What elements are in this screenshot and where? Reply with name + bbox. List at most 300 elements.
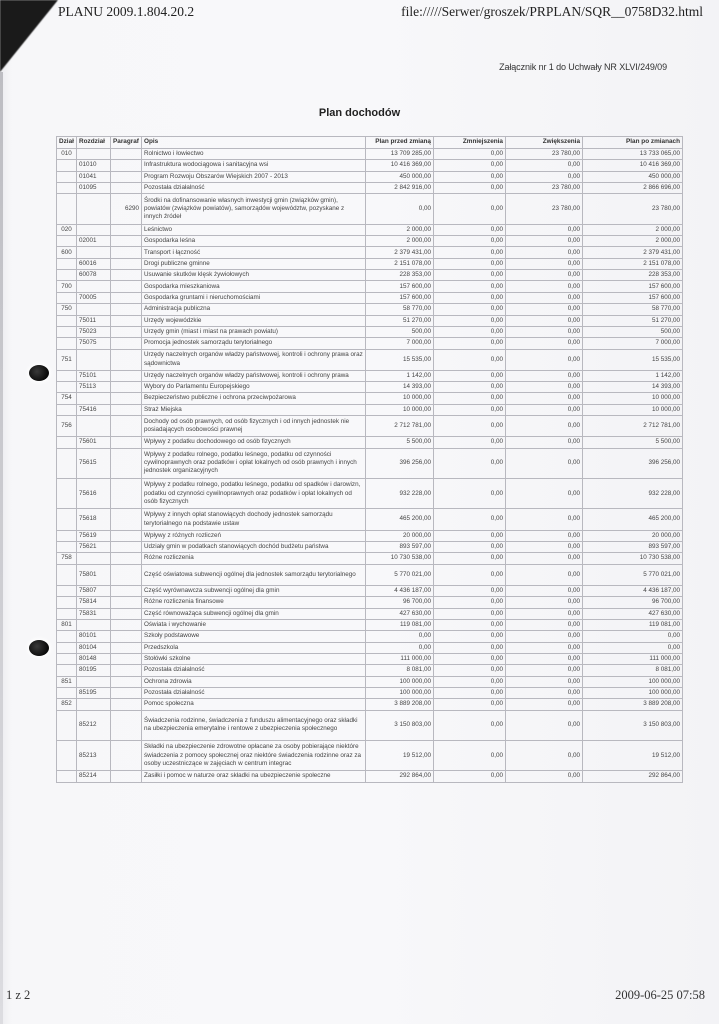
dzial-cell <box>57 541 77 552</box>
zmniejszenia-cell: 0,00 <box>434 608 506 619</box>
plan-przed-cell: 100 000,00 <box>366 676 434 687</box>
revenue-plan-table <box>56 136 683 783</box>
zmniejszenia-cell: 0,00 <box>434 710 506 740</box>
paragraf-cell <box>111 541 142 552</box>
plan-przed-cell: 157 600,00 <box>366 281 434 292</box>
plan-przed-cell: 5 500,00 <box>366 437 434 448</box>
zwiekszenia-cell: 0,00 <box>506 236 583 247</box>
paragraf-cell <box>111 183 142 194</box>
paragraf-cell <box>111 509 142 530</box>
folded-corner-shadow <box>0 0 58 72</box>
column-header-zmniejszenia: Zmniejszenia <box>434 137 506 149</box>
dzial-cell <box>57 437 77 448</box>
plan-po-cell: 292 864,00 <box>583 771 683 782</box>
dzial-cell: 756 <box>57 416 77 437</box>
rozdzial-cell: 80195 <box>77 665 111 676</box>
table-row <box>57 699 683 710</box>
paragraf-cell <box>111 741 142 771</box>
dzial-cell <box>57 665 77 676</box>
rozdzial-cell: 75831 <box>77 608 111 619</box>
dzial-cell: 754 <box>57 393 77 404</box>
table-row <box>57 479 683 509</box>
plan-po-cell: 1 142,00 <box>583 370 683 381</box>
zmniejszenia-cell: 0,00 <box>434 699 506 710</box>
plan-po-cell: 96 700,00 <box>583 597 683 608</box>
document-title: Plan dochodów <box>318 107 401 119</box>
zwiekszenia-cell: 0,00 <box>506 479 583 509</box>
table-row <box>57 326 683 337</box>
table-header-row <box>57 137 683 149</box>
zmniejszenia-cell: 0,00 <box>434 653 506 664</box>
rozdzial-cell: 75807 <box>77 585 111 596</box>
paragraf-cell <box>111 149 142 160</box>
opis-cell: Usuwanie skutków klęsk żywiołowych <box>142 270 366 281</box>
opis-cell: Bezpieczeństwo publiczne i ochrona przeciwpożarowa <box>142 393 366 404</box>
plan-przed-cell: 396 256,00 <box>366 448 434 478</box>
plan-przed-cell: 15 535,00 <box>366 349 434 370</box>
zwiekszenia-cell: 0,00 <box>506 771 583 782</box>
table-row <box>57 416 683 437</box>
dzial-cell <box>57 270 77 281</box>
opis-cell: Wpływy z innych opłat stanowiących dochody jednostek samorządu terytorialnego na podstawie ustaw <box>142 509 366 530</box>
table-row <box>57 404 683 415</box>
dzial-cell: 801 <box>57 619 77 630</box>
dzial-cell <box>57 258 77 269</box>
zmniejszenia-cell: 0,00 <box>434 393 506 404</box>
plan-przed-cell: 5 770 021,00 <box>366 564 434 585</box>
paragraf-cell <box>111 370 142 381</box>
rozdzial-cell: 75101 <box>77 370 111 381</box>
opis-cell: Część oświatowa subwencji ogólnej dla jednostek samorządu terytorialnego <box>142 564 366 585</box>
zwiekszenia-cell: 0,00 <box>506 315 583 326</box>
zwiekszenia-cell: 0,00 <box>506 585 583 596</box>
plan-przed-cell: 1 142,00 <box>366 370 434 381</box>
plan-przed-cell: 2 379 431,00 <box>366 247 434 258</box>
zmniejszenia-cell: 0,00 <box>434 509 506 530</box>
zwiekszenia-cell: 0,00 <box>506 541 583 552</box>
zmniejszenia-cell: 0,00 <box>434 281 506 292</box>
plan-przed-cell: 58 770,00 <box>366 304 434 315</box>
table-row <box>57 585 683 596</box>
plan-przed-cell: 13 709 285,00 <box>366 149 434 160</box>
print-datetime: 2009-06-25 07:58 <box>615 988 705 1002</box>
dzial-cell: 758 <box>57 553 77 564</box>
dzial-cell <box>57 564 77 585</box>
column-header-plan-po: Plan po zmianach <box>583 137 683 149</box>
plan-po-cell: 157 600,00 <box>583 292 683 303</box>
dzial-cell: 020 <box>57 224 77 235</box>
zmniejszenia-cell: 0,00 <box>434 338 506 349</box>
paragraf-cell <box>111 292 142 303</box>
page-number: 1 z 2 <box>6 988 31 1002</box>
plan-po-cell: 10 730 538,00 <box>583 553 683 564</box>
dzial-cell <box>57 479 77 509</box>
dzial-cell <box>57 653 77 664</box>
zmniejszenia-cell: 0,00 <box>434 349 506 370</box>
zwiekszenia-cell: 0,00 <box>506 437 583 448</box>
table-row <box>57 382 683 393</box>
rozdzial-cell: 75601 <box>77 437 111 448</box>
rozdzial-cell: 75801 <box>77 564 111 585</box>
plan-przed-cell: 0,00 <box>366 642 434 653</box>
zmniejszenia-cell: 0,00 <box>434 404 506 415</box>
opis-cell: Pomoc społeczna <box>142 699 366 710</box>
zmniejszenia-cell: 0,00 <box>434 564 506 585</box>
table-row <box>57 509 683 530</box>
table-row <box>57 304 683 315</box>
zmniejszenia-cell: 0,00 <box>434 382 506 393</box>
plan-przed-cell: 3 889 208,00 <box>366 699 434 710</box>
table-row <box>57 710 683 740</box>
paragraf-cell <box>111 338 142 349</box>
table-row <box>57 687 683 698</box>
rozdzial-cell: 75615 <box>77 448 111 478</box>
table-row <box>57 247 683 258</box>
zmniejszenia-cell: 0,00 <box>434 687 506 698</box>
opis-cell: Administracja publiczna <box>142 304 366 315</box>
dzial-cell <box>57 382 77 393</box>
table-row <box>57 437 683 448</box>
plan-po-cell: 119 081,00 <box>583 619 683 630</box>
zwiekszenia-cell: 23 780,00 <box>506 149 583 160</box>
plan-przed-cell: 7 000,00 <box>366 338 434 349</box>
opis-cell: Straż Miejska <box>142 404 366 415</box>
zwiekszenia-cell: 0,00 <box>506 370 583 381</box>
dzial-cell <box>57 370 77 381</box>
zmniejszenia-cell: 0,00 <box>434 676 506 687</box>
table-row <box>57 338 683 349</box>
paragraf-cell <box>111 699 142 710</box>
dzial-cell <box>57 608 77 619</box>
opis-cell: Wybory do Parlamentu Europejskiego <box>142 382 366 393</box>
plan-po-cell: 2 866 696,00 <box>583 183 683 194</box>
rozdzial-cell: 75814 <box>77 597 111 608</box>
zwiekszenia-cell: 0,00 <box>506 258 583 269</box>
plan-po-cell: 2 000,00 <box>583 224 683 235</box>
zmniejszenia-cell: 0,00 <box>434 479 506 509</box>
paragraf-cell <box>111 258 142 269</box>
paragraf-cell <box>111 564 142 585</box>
plan-po-cell: 10 000,00 <box>583 393 683 404</box>
plan-po-cell: 2 000,00 <box>583 236 683 247</box>
plan-przed-cell: 119 081,00 <box>366 619 434 630</box>
plan-po-cell: 427 630,00 <box>583 608 683 619</box>
table-row <box>57 642 683 653</box>
opis-cell: Gospodarka leśna <box>142 236 366 247</box>
print-header-title: PLANU 2009.1.804.20.2 <box>58 4 195 19</box>
plan-przed-cell: 2 712 781,00 <box>366 416 434 437</box>
paragraf-cell <box>111 771 142 782</box>
table-row <box>57 771 683 782</box>
paragraf-cell <box>111 479 142 509</box>
zmniejszenia-cell: 0,00 <box>434 541 506 552</box>
opis-cell: Różne rozliczenia <box>142 553 366 564</box>
paragraf-cell <box>111 653 142 664</box>
dzial-cell <box>57 171 77 182</box>
rozdzial-cell <box>77 393 111 404</box>
opis-cell: Ochrona zdrowia <box>142 676 366 687</box>
rozdzial-cell <box>77 553 111 564</box>
rozdzial-cell: 01010 <box>77 160 111 171</box>
paragraf-cell <box>111 404 142 415</box>
zmniejszenia-cell: 0,00 <box>434 553 506 564</box>
paragraf-cell <box>111 349 142 370</box>
plan-przed-cell: 932 228,00 <box>366 479 434 509</box>
plan-po-cell: 157 600,00 <box>583 281 683 292</box>
zmniejszenia-cell: 0,00 <box>434 326 506 337</box>
rozdzial-cell <box>77 699 111 710</box>
table-row <box>57 160 683 171</box>
plan-po-cell: 3 150 803,00 <box>583 710 683 740</box>
table-row <box>57 564 683 585</box>
opis-cell: Część równoważąca subwencji ogólnej dla gmin <box>142 608 366 619</box>
rozdzial-cell <box>77 194 111 224</box>
opis-cell: Stołówki szkolne <box>142 653 366 664</box>
opis-cell: Pozostała działalność <box>142 183 366 194</box>
zwiekszenia-cell: 0,00 <box>506 653 583 664</box>
rozdzial-cell: 75619 <box>77 530 111 541</box>
plan-po-cell: 100 000,00 <box>583 687 683 698</box>
plan-przed-cell: 893 597,00 <box>366 541 434 552</box>
dzial-cell <box>57 741 77 771</box>
dzial-cell <box>57 530 77 541</box>
zmniejszenia-cell: 0,00 <box>434 292 506 303</box>
zwiekszenia-cell: 0,00 <box>506 247 583 258</box>
zmniejszenia-cell: 0,00 <box>434 585 506 596</box>
rozdzial-cell: 80104 <box>77 642 111 653</box>
rozdzial-cell: 75023 <box>77 326 111 337</box>
dzial-cell <box>57 771 77 782</box>
table-row <box>57 676 683 687</box>
paragraf-cell <box>111 687 142 698</box>
plan-przed-cell: 2 842 916,00 <box>366 183 434 194</box>
rozdzial-cell <box>77 224 111 235</box>
table-row <box>57 619 683 630</box>
rozdzial-cell <box>77 349 111 370</box>
table-row <box>57 741 683 771</box>
plan-przed-cell: 2 000,00 <box>366 236 434 247</box>
zwiekszenia-cell: 0,00 <box>506 326 583 337</box>
opis-cell: Program Rozwoju Obszarów Wiejskich 2007 - 2013 <box>142 171 366 182</box>
dzial-cell <box>57 194 77 224</box>
zwiekszenia-cell: 0,00 <box>506 710 583 740</box>
zwiekszenia-cell: 0,00 <box>506 160 583 171</box>
zmniejszenia-cell: 0,00 <box>434 437 506 448</box>
zwiekszenia-cell: 0,00 <box>506 642 583 653</box>
plan-przed-cell: 10 000,00 <box>366 404 434 415</box>
zwiekszenia-cell: 0,00 <box>506 448 583 478</box>
table-row <box>57 270 683 281</box>
opis-cell: Rolnictwo i łowiectwo <box>142 149 366 160</box>
plan-przed-cell: 465 200,00 <box>366 509 434 530</box>
plan-przed-cell: 500,00 <box>366 326 434 337</box>
rozdzial-cell: 60078 <box>77 270 111 281</box>
paragraf-cell: 6290 <box>111 194 142 224</box>
table-row <box>57 631 683 642</box>
dzial-cell <box>57 315 77 326</box>
paragraf-cell <box>111 247 142 258</box>
plan-po-cell: 2 379 431,00 <box>583 247 683 258</box>
column-header-rozdzial: Rozdział <box>77 137 111 149</box>
plan-przed-cell: 292 864,00 <box>366 771 434 782</box>
dzial-cell <box>57 710 77 740</box>
plan-po-cell: 396 256,00 <box>583 448 683 478</box>
zwiekszenia-cell: 0,00 <box>506 509 583 530</box>
zmniejszenia-cell: 0,00 <box>434 370 506 381</box>
zmniejszenia-cell: 0,00 <box>434 224 506 235</box>
plan-przed-cell: 450 000,00 <box>366 171 434 182</box>
paragraf-cell <box>111 710 142 740</box>
plan-po-cell: 4 436 187,00 <box>583 585 683 596</box>
opis-cell: Składki na ubezpieczenie zdrowotne opłacane za osoby pobierające niektóre świadczenia z pomocy społecznej oraz niektóre świadczenia rodzinne oraz za osoby uczestniczące w zajęciach w centrum integrac <box>142 741 366 771</box>
paragraf-cell <box>111 631 142 642</box>
opis-cell: Zasiłki i pomoc w naturze oraz składki na ubezpieczenie społeczne <box>142 771 366 782</box>
paragraf-cell <box>111 270 142 281</box>
rozdzial-cell: 75616 <box>77 479 111 509</box>
table-row <box>57 236 683 247</box>
zwiekszenia-cell: 0,00 <box>506 292 583 303</box>
plan-po-cell: 10 416 369,00 <box>583 160 683 171</box>
zmniejszenia-cell: 0,00 <box>434 247 506 258</box>
rozdzial-cell: 85195 <box>77 687 111 698</box>
dzial-cell: 010 <box>57 149 77 160</box>
plan-po-cell: 8 081,00 <box>583 665 683 676</box>
paragraf-cell <box>111 393 142 404</box>
plan-przed-cell: 96 700,00 <box>366 597 434 608</box>
table-row <box>57 448 683 478</box>
punch-hole-icon <box>29 365 49 381</box>
plan-przed-cell: 10 730 538,00 <box>366 553 434 564</box>
rozdzial-cell <box>77 149 111 160</box>
zwiekszenia-cell: 0,00 <box>506 564 583 585</box>
table-row <box>57 183 683 194</box>
plan-po-cell: 19 512,00 <box>583 741 683 771</box>
dzial-cell <box>57 338 77 349</box>
plan-po-cell: 0,00 <box>583 631 683 642</box>
plan-przed-cell: 19 512,00 <box>366 741 434 771</box>
plan-przed-cell: 51 270,00 <box>366 315 434 326</box>
plan-przed-cell: 228 353,00 <box>366 270 434 281</box>
dzial-cell <box>57 687 77 698</box>
zwiekszenia-cell: 0,00 <box>506 416 583 437</box>
rozdzial-cell <box>77 619 111 630</box>
rozdzial-cell: 01095 <box>77 183 111 194</box>
print-header-url: file://///Serwer/groszek/PRPLAN/SQR__0758D32.html <box>401 4 703 19</box>
paragraf-cell <box>111 676 142 687</box>
zwiekszenia-cell: 0,00 <box>506 619 583 630</box>
rozdzial-cell: 85213 <box>77 741 111 771</box>
zwiekszenia-cell: 0,00 <box>506 530 583 541</box>
table-row <box>57 665 683 676</box>
punch-hole-icon <box>29 640 49 656</box>
table-row <box>57 370 683 381</box>
plan-po-cell: 2 712 781,00 <box>583 416 683 437</box>
zmniejszenia-cell: 0,00 <box>434 448 506 478</box>
column-header-plan-przed: Plan przed zmianą <box>366 137 434 149</box>
table-row <box>57 292 683 303</box>
zmniejszenia-cell: 0,00 <box>434 171 506 182</box>
plan-po-cell: 111 000,00 <box>583 653 683 664</box>
zmniejszenia-cell: 0,00 <box>434 642 506 653</box>
rozdzial-cell: 85212 <box>77 710 111 740</box>
rozdzial-cell: 80148 <box>77 653 111 664</box>
paragraf-cell <box>111 585 142 596</box>
zwiekszenia-cell: 0,00 <box>506 597 583 608</box>
paragraf-cell <box>111 281 142 292</box>
opis-cell: Gospodarka mieszkaniowa <box>142 281 366 292</box>
table-row <box>57 171 683 182</box>
paragraf-cell <box>111 448 142 478</box>
opis-cell: Część wyrównawcza subwencji ogólnej dla gmin <box>142 585 366 596</box>
dzial-cell: 750 <box>57 304 77 315</box>
opis-cell: Leśnictwo <box>142 224 366 235</box>
zwiekszenia-cell: 0,00 <box>506 281 583 292</box>
table-row <box>57 553 683 564</box>
dzial-cell: 700 <box>57 281 77 292</box>
plan-przed-cell: 3 150 803,00 <box>366 710 434 740</box>
paragraf-cell <box>111 160 142 171</box>
rozdzial-cell <box>77 304 111 315</box>
paragraf-cell <box>111 304 142 315</box>
opis-cell: Urzędy wojewódzkie <box>142 315 366 326</box>
table-row <box>57 281 683 292</box>
paragraf-cell <box>111 665 142 676</box>
zmniejszenia-cell: 0,00 <box>434 619 506 630</box>
table-row <box>57 541 683 552</box>
plan-przed-cell: 2 000,00 <box>366 224 434 235</box>
dzial-cell: 852 <box>57 699 77 710</box>
plan-po-cell: 23 780,00 <box>583 194 683 224</box>
dzial-cell <box>57 326 77 337</box>
plan-po-cell: 14 393,00 <box>583 382 683 393</box>
opis-cell: Promocja jednostek samorządu terytorialnego <box>142 338 366 349</box>
paragraf-cell <box>111 437 142 448</box>
page-edge-shadow <box>0 72 3 1024</box>
opis-cell: Gospodarka gruntami i nieruchomościami <box>142 292 366 303</box>
opis-cell: Drogi publiczne gminne <box>142 258 366 269</box>
paragraf-cell <box>111 326 142 337</box>
plan-przed-cell: 2 151 078,00 <box>366 258 434 269</box>
plan-po-cell: 100 000,00 <box>583 676 683 687</box>
plan-przed-cell: 0,00 <box>366 631 434 642</box>
rozdzial-cell: 01041 <box>77 171 111 182</box>
zmniejszenia-cell: 0,00 <box>434 416 506 437</box>
zwiekszenia-cell: 0,00 <box>506 553 583 564</box>
paragraf-cell <box>111 236 142 247</box>
table-row <box>57 349 683 370</box>
table-row <box>57 194 683 224</box>
table-row <box>57 597 683 608</box>
rozdzial-cell <box>77 247 111 258</box>
zwiekszenia-cell: 0,00 <box>506 741 583 771</box>
table-row <box>57 258 683 269</box>
plan-po-cell: 7 000,00 <box>583 338 683 349</box>
rozdzial-cell: 02001 <box>77 236 111 247</box>
zwiekszenia-cell: 0,00 <box>506 665 583 676</box>
annex-reference: Załącznik nr 1 do Uchwały NR XLVI/249/09 <box>499 62 667 72</box>
opis-cell: Wpływy z różnych rozliczeń <box>142 530 366 541</box>
rozdzial-cell: 85214 <box>77 771 111 782</box>
rozdzial-cell <box>77 676 111 687</box>
zmniejszenia-cell: 0,00 <box>434 149 506 160</box>
zmniejszenia-cell: 0,00 <box>434 160 506 171</box>
table-row <box>57 149 683 160</box>
zmniejszenia-cell: 0,00 <box>434 258 506 269</box>
opis-cell: Oświata i wychowanie <box>142 619 366 630</box>
paragraf-cell <box>111 619 142 630</box>
zmniejszenia-cell: 0,00 <box>434 194 506 224</box>
plan-po-cell: 58 770,00 <box>583 304 683 315</box>
